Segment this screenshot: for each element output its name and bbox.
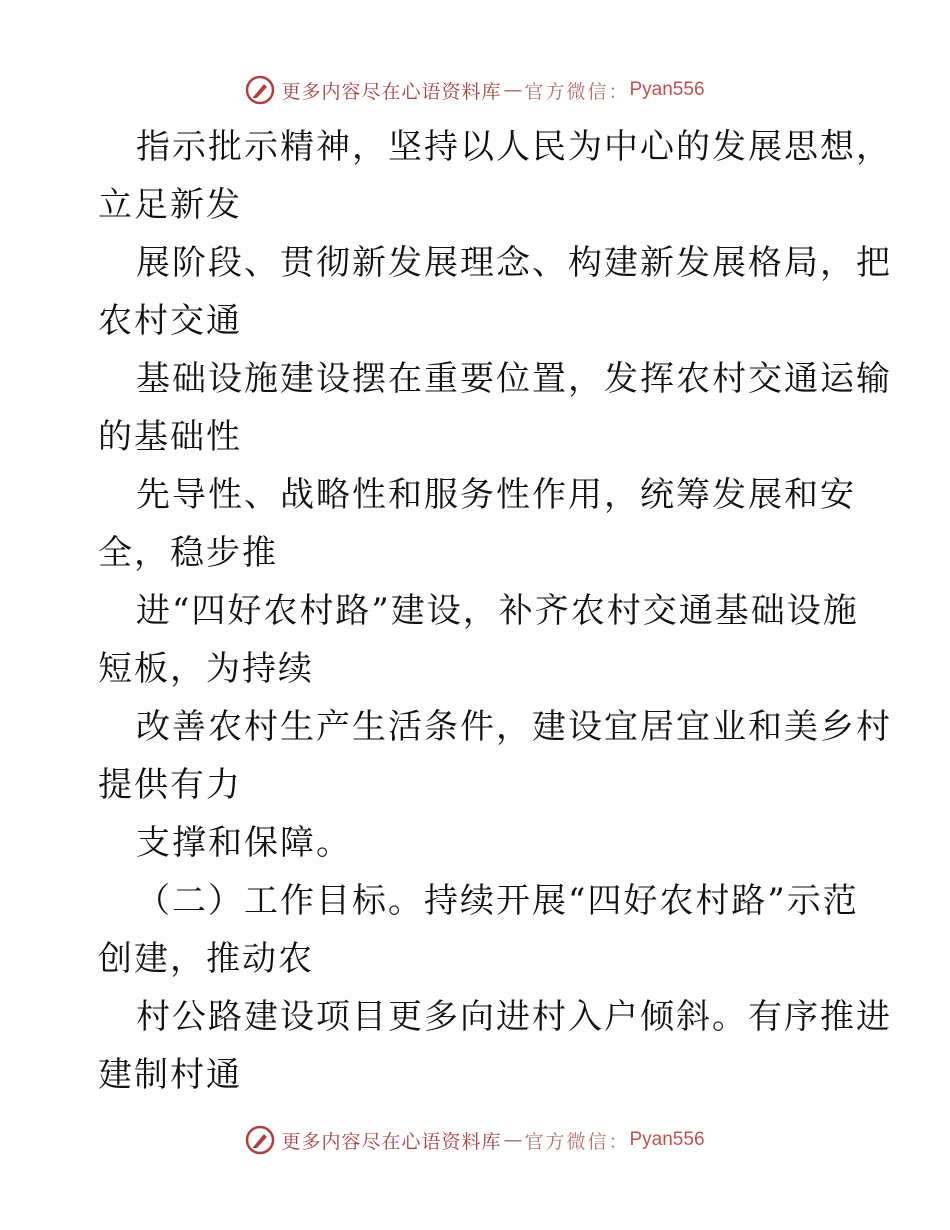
watermark-separator: — <box>503 79 523 101</box>
paragraph <box>0 872 950 988</box>
paragraph <box>0 118 950 234</box>
paragraph-line: 全，稳步推 <box>98 533 278 573</box>
paragraph-line: 指示批示精神，坚持以人民为中心的发展思想， <box>136 127 892 167</box>
paragraph-line: 村公路建设项目更多向进村入户倾斜。有序推进 <box>136 997 892 1037</box>
header-watermark <box>0 72 950 108</box>
paragraph-line: 先导性、战略性和服务性作用，统筹发展和安 <box>136 475 856 515</box>
paragraph <box>0 234 950 350</box>
paragraph-line: （二）工作目标。持续开展“四好农村路”示范 <box>136 881 859 921</box>
watermark-id: Pyan556 <box>629 79 705 100</box>
footer-watermark <box>0 1122 950 1158</box>
watermark-id: Pyan556 <box>629 1129 705 1150</box>
paragraph <box>0 814 950 872</box>
pen-logo-icon <box>245 1125 275 1155</box>
document-body <box>0 118 950 1104</box>
paragraph-line: 基础设施建设摆在重要位置，发挥农村交通运输 <box>136 359 892 399</box>
paragraph-line: 短板，为持续 <box>98 649 314 689</box>
paragraph-line: 农村交通 <box>98 301 242 341</box>
watermark-sub-text: 官方微信： <box>524 80 630 103</box>
paragraph-line: 进“四好农村路”建设，补齐农村交通基础设施 <box>136 591 859 631</box>
paragraph-line: 立足新发 <box>98 185 242 225</box>
watermark-main-text: 更多内容尽在心语资料库 <box>281 80 502 103</box>
pen-logo-icon <box>245 75 275 105</box>
paragraph-line: 支撑和保障。 <box>136 823 352 863</box>
paragraph-line: 创建，推动农 <box>98 939 314 979</box>
watermark-main-text: 更多内容尽在心语资料库 <box>281 1130 502 1153</box>
watermark-sub-text: 官方微信： <box>524 1130 630 1153</box>
paragraph <box>0 582 950 698</box>
paragraph-line: 改善农村生产生活条件，建设宜居宜业和美乡村 <box>136 707 892 747</box>
paragraph-line: 的基础性 <box>98 417 242 457</box>
paragraph <box>0 698 950 814</box>
paragraph-line: 建制村通 <box>98 1055 242 1095</box>
paragraph <box>0 466 950 582</box>
paragraph-line: 展阶段、贯彻新发展理念、构建新发展格局，把 <box>136 243 892 283</box>
paragraph <box>0 350 950 466</box>
watermark-separator: — <box>503 1129 523 1151</box>
paragraph <box>0 988 950 1104</box>
paragraph-line: 提供有力 <box>98 765 242 805</box>
